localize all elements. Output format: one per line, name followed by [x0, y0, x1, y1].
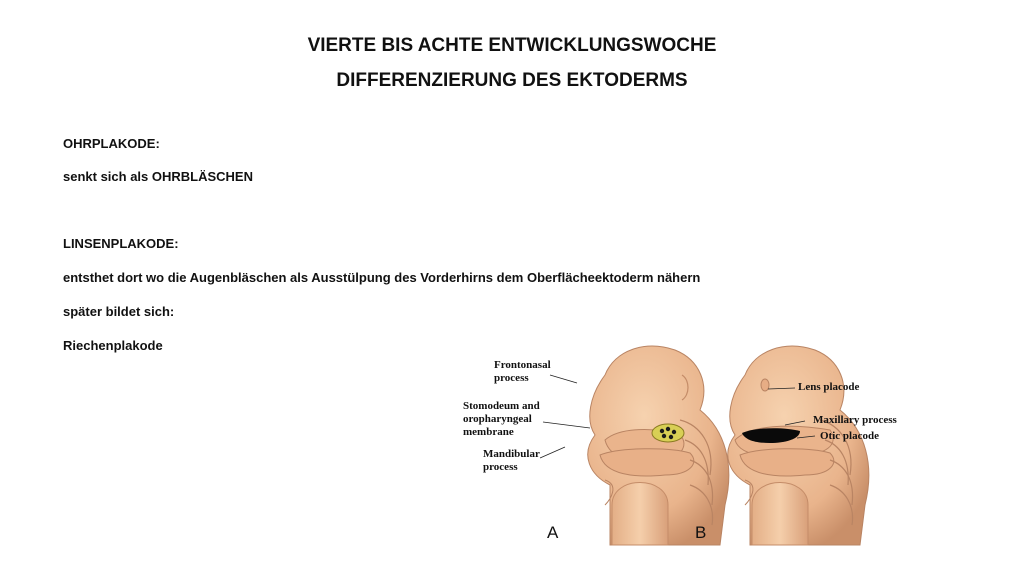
ohrplakode-text: senkt sich als OHRBLÄSCHEN — [63, 169, 253, 184]
label-frontonasal-process: Frontonasal process — [494, 359, 551, 384]
slide-title-line-2: DIFFERENZIERUNG DES EKTODERMS — [336, 70, 688, 91]
label-lens-placode: Lens placode — [798, 381, 860, 393]
label-mandibular-process: Mandibular process — [483, 448, 540, 473]
embryo-b — [728, 346, 869, 545]
panel-letter-b: B — [695, 523, 707, 542]
label-otic-placode: Otic placode — [820, 430, 879, 442]
slide-title-line-1: VIERTE BIS ACHTE ENTWICKLUNGSWOCHE — [307, 35, 717, 56]
ohrplakode-heading: OHRPLAKODE: — [63, 136, 160, 151]
embryo-a — [588, 346, 729, 545]
linsenplakode-heading: LINSENPLAKODE: — [63, 236, 179, 251]
riechenplakode-text: Riechenplakode — [63, 338, 163, 353]
linsenplakode-text: entsthet dort wo die Augenbläschen als Ausstülpung des Vorderhirns dem Oberflächeektoderm nähern — [63, 270, 701, 285]
embryo-figure — [455, 335, 915, 550]
spaeter-text: später bildet sich: — [63, 304, 175, 319]
label-maxillary-process: Maxillary process — [813, 414, 897, 426]
label-stomodeum: Stomodeum and oropharyngeal membrane — [463, 400, 540, 438]
panel-letter-a: A — [547, 523, 559, 542]
